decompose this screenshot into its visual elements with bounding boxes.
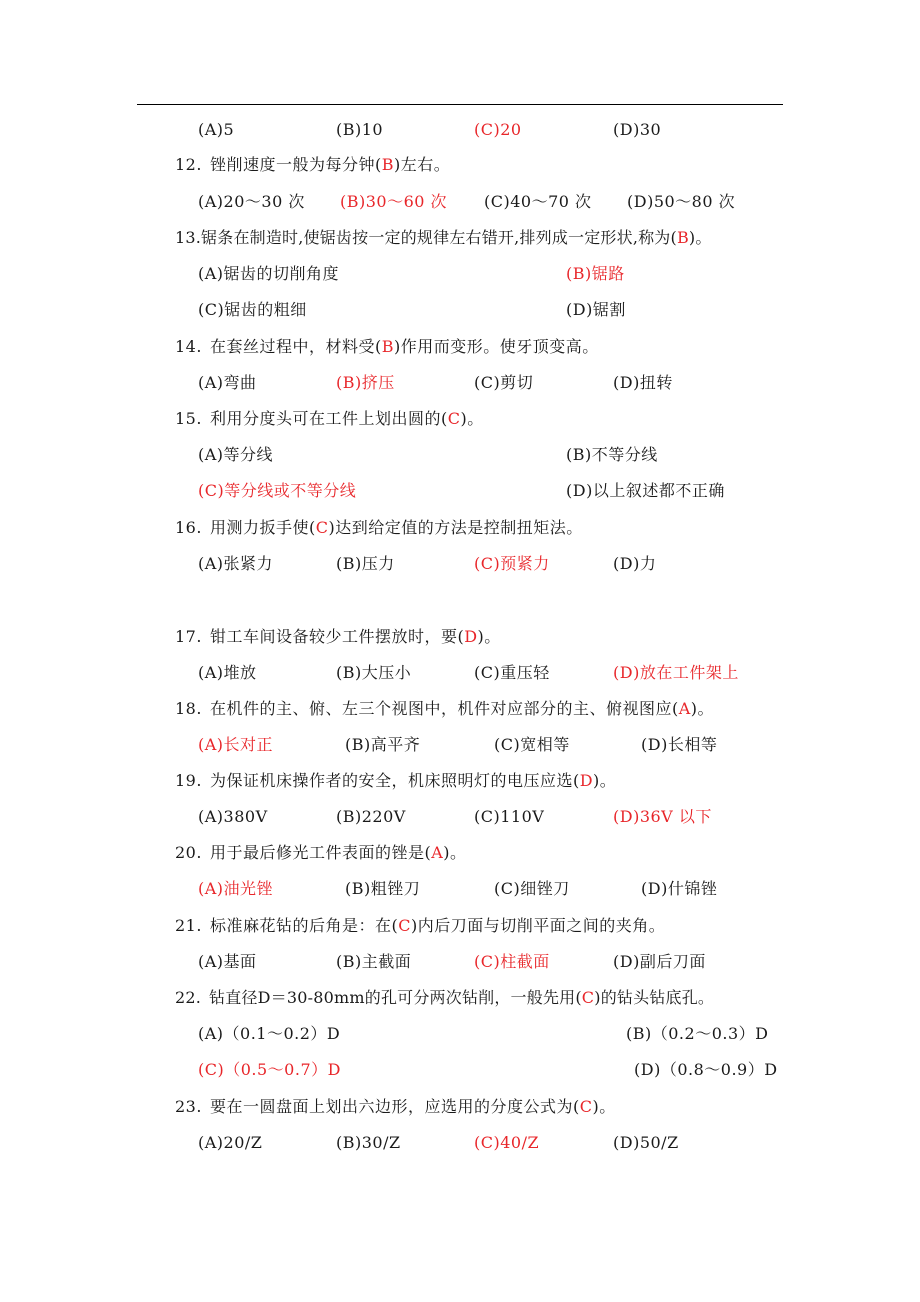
stem-text: )左右。: [393, 155, 451, 174]
answer-letter: D: [464, 627, 478, 646]
stem-text: )的钻头钻底孔。: [594, 988, 715, 1007]
q22-option-c: (C)（0.5～0.7）D: [198, 1060, 341, 1079]
q20-stem: [175, 842, 467, 864]
answer-letter: B: [381, 337, 394, 356]
q23-option-a: (A)20/Z: [198, 1133, 263, 1152]
question-number: 17.: [175, 627, 202, 646]
q21-option-b: (B)主截面: [336, 952, 412, 971]
header-rule: [137, 104, 783, 105]
question-number: 23.: [175, 1097, 202, 1116]
q14-stem: [175, 336, 599, 358]
question-number: 16.: [175, 518, 202, 537]
q16-option-a: (A)张紧力: [198, 554, 274, 573]
stem-text: 用测力扳手使(: [209, 518, 316, 537]
stem-text: 钳工车间设备较少工件摆放时，要(: [209, 627, 465, 646]
q14-option-b: (B)挤压: [336, 373, 395, 392]
stem-text: )。: [593, 771, 617, 790]
q19-option-c: (C)110V: [474, 807, 545, 826]
q11-option-b: (B)10: [336, 120, 384, 139]
q18-option-a: (A)长对正: [198, 735, 274, 754]
q20-option-b: (B)粗锉刀: [345, 879, 421, 898]
q21-option-c: (C)柱截面: [474, 952, 550, 971]
q19-option-b: (B)220V: [336, 807, 406, 826]
q14-option-d: (D)扭转: [613, 373, 673, 392]
q11-option-d: (D)30: [613, 120, 662, 139]
q14-option-a: (A)弯曲: [198, 373, 257, 392]
q22-option-a: (A)（0.1～0.2）D: [198, 1024, 341, 1043]
q16-stem: [175, 517, 583, 539]
stem-text: 锯条在制造时,使锯齿按一定的规律左右错开,排列成一定形状,称为(: [201, 228, 677, 247]
q13-option-d: (D)锯割: [566, 300, 626, 319]
q15-option-c: (C)等分线或不等分线: [198, 481, 357, 500]
stem-text: )内后刀面与切削平面之间的夹角。: [410, 916, 666, 935]
q21-stem: [175, 915, 665, 937]
q19-option-a: (A)380V: [198, 807, 268, 826]
stem-text: )。: [592, 1097, 616, 1116]
stem-text: 为保证机床操作者的安全，机床照明灯的电压应选(: [209, 771, 580, 790]
q12-option-d: (D)50～80 次: [627, 192, 736, 211]
stem-text: )。: [690, 699, 715, 718]
stem-text: 要在一圆盘面上划出六边形，应选用的分度公式为(: [209, 1097, 580, 1116]
q21-option-d: (D)副后刀面: [613, 952, 706, 971]
stem-text: )。: [443, 843, 467, 862]
answer-letter: C: [398, 916, 411, 935]
q23-option-d: (D)50/Z: [613, 1133, 679, 1152]
q20-option-c: (C)细锉刀: [494, 879, 570, 898]
answer-letter: D: [579, 771, 594, 790]
q13-stem: [175, 227, 712, 249]
q23-option-b: (B)30/Z: [336, 1133, 401, 1152]
q17-option-a: (A)堆放: [198, 663, 257, 682]
question-number: 15.: [175, 409, 202, 428]
q13-option-a: (A)锯齿的切削角度: [198, 264, 340, 283]
answer-letter: A: [431, 843, 444, 862]
q18-option-b: (B)高平齐: [345, 735, 421, 754]
stem-text: 利用分度头可在工件上划出圆的(: [209, 409, 448, 428]
answer-letter: C: [315, 518, 329, 537]
q15-option-b: (B)不等分线: [566, 445, 658, 464]
answer-letter: A: [678, 699, 691, 718]
stem-text: )。: [460, 409, 484, 428]
q17-option-d: (D)放在工件架上: [613, 663, 739, 682]
q20-option-a: (A)油光锉: [198, 879, 274, 898]
q12-option-b: (B)30～60 次: [340, 192, 448, 211]
q13-option-b: (B)锯路: [566, 264, 625, 283]
q22-option-b: (B)（0.2～0.3）D: [626, 1024, 769, 1043]
stem-text: )。: [688, 228, 712, 247]
question-number: 22.: [175, 988, 202, 1007]
question-number: 13.: [175, 228, 202, 247]
stem-text: )作用而变形。使牙顶变高。: [393, 337, 599, 356]
stem-text: 用于最后修光工件表面的锉是(: [209, 843, 432, 862]
q16-option-b: (B)压力: [336, 554, 395, 573]
answer-letter: B: [676, 228, 689, 247]
q18-stem: [175, 698, 714, 720]
q15-stem: [175, 408, 484, 430]
q17-stem: [175, 626, 501, 648]
stem-text: 在套丝过程中，材料受(: [209, 337, 382, 356]
answer-letter: B: [381, 155, 394, 174]
question-number: 18.: [175, 699, 202, 718]
answer-letter: C: [579, 1097, 593, 1116]
q17-option-b: (B)大压小: [336, 663, 412, 682]
question-number: 19.: [175, 771, 202, 790]
q18-option-d: (D)长相等: [641, 735, 718, 754]
stem-text: 标准麻花钻的后角是：在(: [209, 916, 399, 935]
stem-text: 在机件的主、俯、左三个视图中，机件对应部分的主、俯视图应(: [209, 699, 679, 718]
q14-option-c: (C)剪切: [474, 373, 534, 392]
q22-stem: [175, 987, 714, 1009]
q23-stem: [175, 1096, 616, 1118]
q16-option-d: (D)力: [613, 554, 657, 573]
q23-option-c: (C)40/Z: [474, 1133, 540, 1152]
q12-stem: [175, 154, 450, 176]
q11-option-a: (A)5: [198, 120, 235, 139]
q21-option-a: (A)基面: [198, 952, 257, 971]
answer-letter: C: [447, 409, 461, 428]
stem-text: )达到给定值的方法是控制扭矩法。: [328, 518, 583, 537]
q16-option-c: (C)预紧力: [474, 554, 550, 573]
q12-option-a: (A)20～30 次: [198, 192, 305, 211]
q20-option-d: (D)什锦锉: [641, 879, 718, 898]
stem-text: 钻直径D＝30-80mm的孔可分两次钻削，一般先用(: [209, 988, 582, 1007]
question-number: 14.: [175, 337, 202, 356]
q19-stem: [175, 770, 616, 792]
q15-option-a: (A)等分线: [198, 445, 274, 464]
stem-text: 锉削速度一般为每分钟(: [209, 155, 382, 174]
q22-option-d: (D)（0.8～0.9）D: [634, 1060, 778, 1079]
question-number: 12.: [175, 155, 202, 174]
stem-text: )。: [477, 627, 501, 646]
question-number: 21.: [175, 916, 202, 935]
q12-option-c: (C)40～70 次: [484, 192, 592, 211]
answer-letter: C: [581, 988, 595, 1007]
q19-option-d: (D)36V 以下: [613, 807, 712, 826]
q11-option-c: (C)20: [474, 120, 522, 139]
q15-option-d: (D)以上叙述都不正确: [566, 481, 725, 500]
q18-option-c: (C)宽相等: [494, 735, 570, 754]
q17-option-c: (C)重压轻: [474, 663, 550, 682]
q13-option-c: (C)锯齿的粗细: [198, 300, 307, 319]
question-number: 20.: [175, 843, 202, 862]
